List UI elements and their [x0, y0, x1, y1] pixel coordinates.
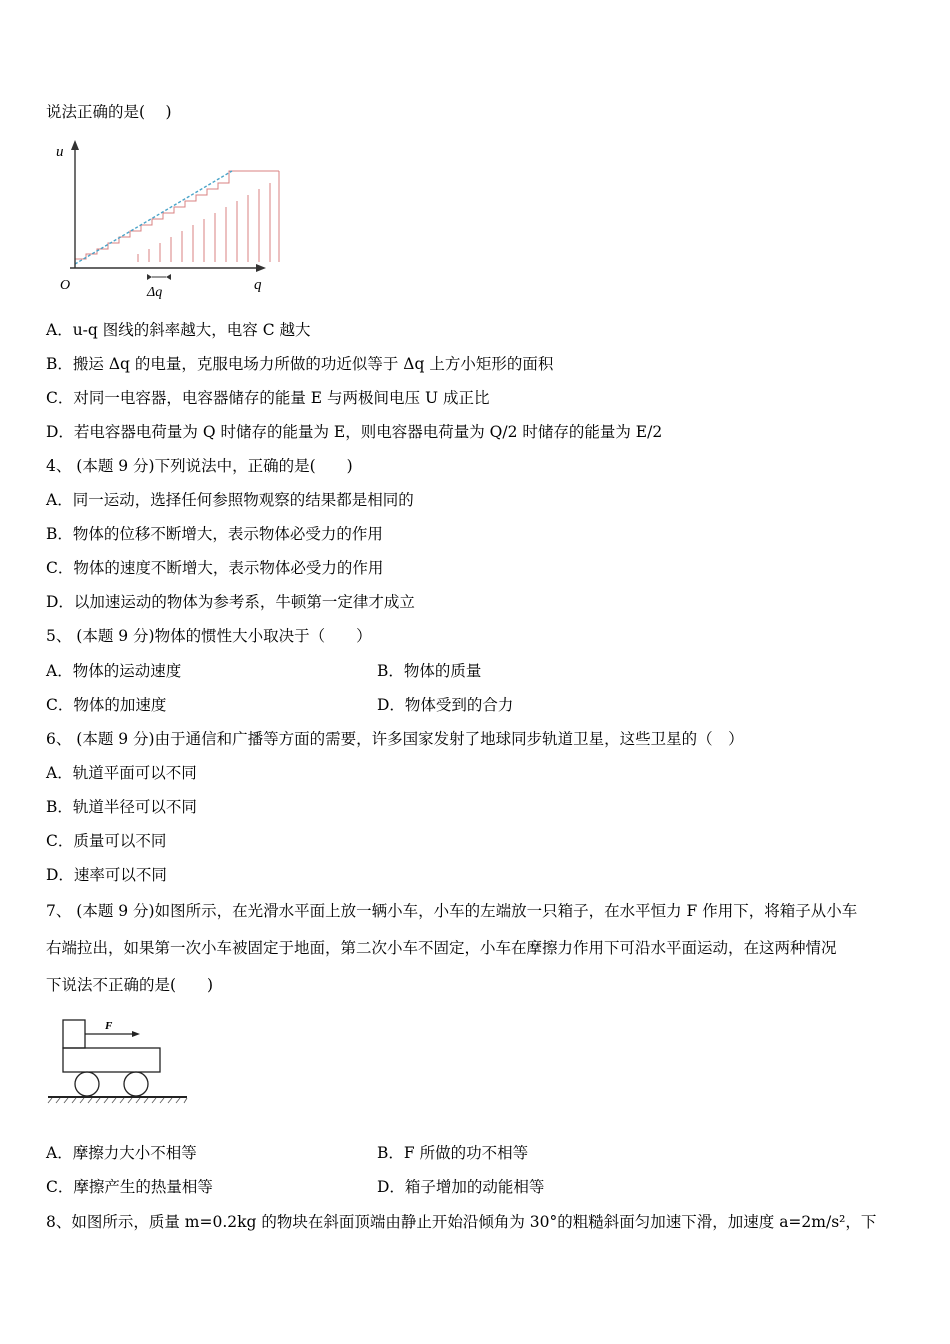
- q3-option-c: C．对同一电容器，电容器储存的能量 E 与两极间电压 U 成正比: [46, 389, 490, 407]
- cart-body: [63, 1048, 160, 1072]
- q7-stem-line1: 7、 (本题 9 分)如图所示，在光滑水平面上放一辆小车，小车的左端放一只箱子，在水平恒力 F 作用下，将箱子从小车: [46, 902, 858, 920]
- q7-option-a: A．摩擦力大小不相等: [46, 1144, 197, 1162]
- q7-option-c: C．摩擦产生的热量相等: [46, 1178, 213, 1196]
- q4-stem: 4、 (本题 9 分)下列说法中，正确的是( ): [46, 457, 353, 475]
- q5-option-a: A．物体的运动速度: [46, 662, 182, 680]
- q5-option-d: D．物体受到的合力: [377, 696, 514, 714]
- delta-q-label: Δq: [147, 285, 163, 300]
- q6-option-b: B．轨道半径可以不同: [46, 798, 197, 816]
- fit-line: [75, 171, 232, 264]
- q8-stem-line1: 8、如图所示，质量 m=0.2kg 的物块在斜面顶端由静止开始沿倾角为 30°的粗糙斜面匀加速下滑，加速度 a=2m/s²，下: [46, 1213, 877, 1231]
- y-label: u: [56, 144, 64, 160]
- x-label: q: [254, 277, 262, 293]
- origin-label: O: [60, 278, 71, 293]
- q3-option-b: B．搬运 Δq 的电量，克服电场力所做的功近似等于 Δq 上方小矩形的面积: [46, 355, 554, 373]
- q7-option-b: B．F 所做的功不相等: [377, 1144, 529, 1162]
- q3-tail: 说法正确的是( ): [46, 103, 172, 121]
- q6-option-a: A．轨道平面可以不同: [46, 764, 197, 782]
- q4-option-a: A．同一运动，选择任何参照物观察的结果都是相同的: [46, 491, 414, 509]
- cart-figure: [44, 1012, 194, 1107]
- q4-option-c: C．物体的速度不断增大，表示物体必受力的作用: [46, 559, 384, 577]
- wheel-left: [75, 1072, 99, 1096]
- box: [63, 1020, 85, 1048]
- q3-option-a: A．u-q 图线的斜率越大，电容 C 越大: [46, 321, 311, 339]
- force-label: F: [105, 1020, 113, 1032]
- q5-option-c: C．物体的加速度: [46, 696, 167, 714]
- q3-option-d: D．若电容器电荷量为 Q 时储存的能量为 E，则电容器电荷量为 Q/2 时储存的能量为 E/2: [46, 423, 663, 441]
- q7-stem-line3: 下说法不正确的是( ): [46, 976, 214, 994]
- q7-option-d: D．箱子增加的动能相等: [377, 1178, 545, 1196]
- q6-stem: 6、 (本题 9 分)由于通信和广播等方面的需要，许多国家发射了地球同步轨道卫星，这些卫星的（ ）: [46, 730, 744, 748]
- q4-option-b: B．物体的位移不断增大，表示物体必受力的作用: [46, 525, 383, 543]
- q6-option-d: D．速率可以不同: [46, 866, 167, 884]
- bars: [75, 171, 279, 262]
- wheel-right: [124, 1072, 148, 1096]
- q5-stem: 5、 (本题 9 分)物体的惯性大小取决于（ ）: [46, 627, 372, 645]
- u-q-graph: [50, 138, 280, 303]
- q4-option-d: D．以加速运动的物体为参考系，牛顿第一定律才成立: [46, 593, 415, 611]
- q5-option-b: B．物体的质量: [377, 662, 482, 680]
- q6-option-c: C．质量可以不同: [46, 832, 167, 850]
- q7-stem-line2: 右端拉出，如果第一次小车被固定于地面，第二次小车不固定，小车在摩擦力作用下可沿水平面运动，在这两种情况: [46, 939, 837, 957]
